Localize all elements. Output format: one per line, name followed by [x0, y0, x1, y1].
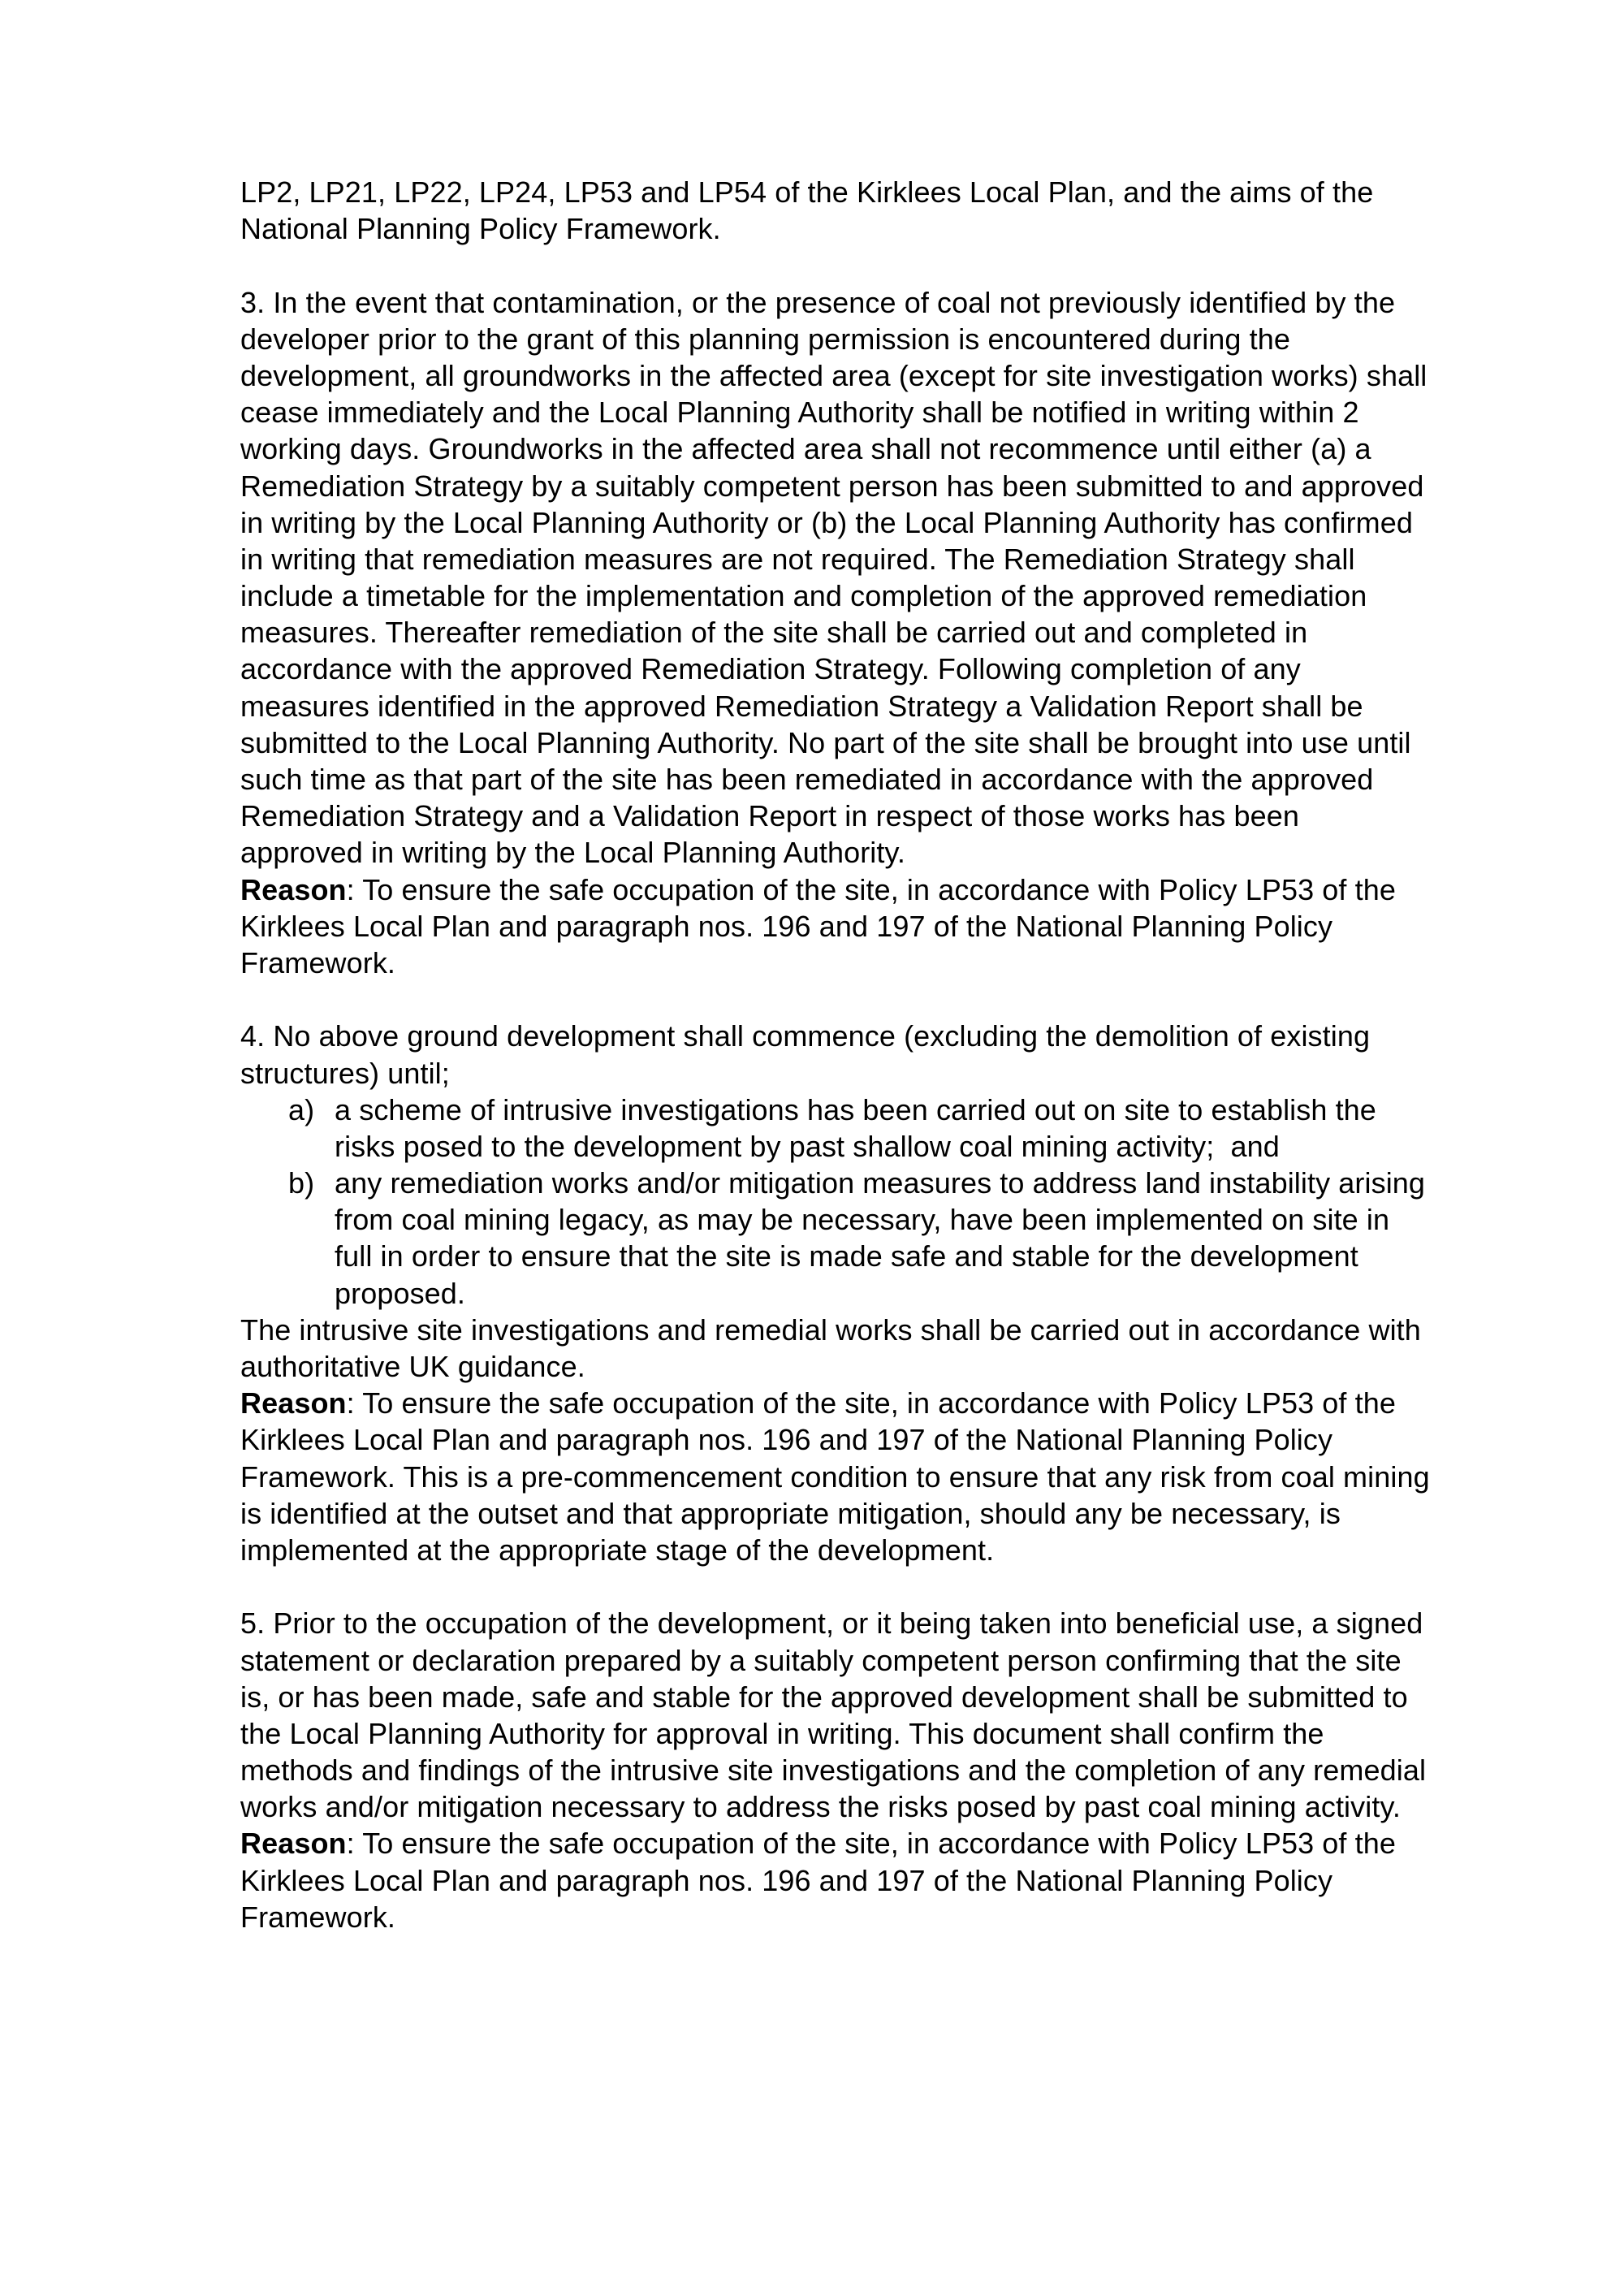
text-line: cease immediately and the Local Planning Authority shall be notified in writing within 2: [240, 396, 1359, 430]
text-line: any remediation works and/or mitigation measures to address land instability arising: [335, 1166, 1426, 1200]
text-line: working days. Groundworks in the affected area shall not recommence until either (a) a: [240, 432, 1371, 466]
text-line: is identified at the outset and that appropriate mitigation, should any be necessary, is: [240, 1496, 1341, 1530]
text-line: Framework. This is a pre-commencement condition to ensure that any risk from coal mining: [240, 1459, 1430, 1494]
paragraph-spacer: [240, 981, 1540, 1018]
text-line: is, or has been made, safe and stable for the approved development shall be submitted to: [240, 1680, 1408, 1714]
text-line: Kirklees Local Plan and paragraph nos. 196 and 197 of the National Planning Policy: [240, 1863, 1333, 1897]
reason-line: [240, 1825, 1540, 1861]
reason-line: [240, 871, 1540, 908]
text-line: submitted to the Local Planning Authority. No part of the site shall be brought into use until: [240, 725, 1411, 759]
text-line: the Local Planning Authority for approval in writing. This document shall confirm the: [240, 1716, 1324, 1750]
reason-label: Reason: [240, 872, 347, 906]
text-line: National Planning Policy Framework.: [240, 212, 721, 246]
text-line: implemented at the appropriate stage of the development.: [240, 1533, 995, 1567]
text-line: structures) until;: [240, 1056, 450, 1090]
text-line: development, all groundworks in the affected area (except for site investigation works) shall: [240, 358, 1427, 392]
text-line: in writing by the Local Planning Authority or (b) the Local Planning Authority has confirmed: [240, 505, 1414, 539]
text-line: measures identified in the approved Remediation Strategy a Validation Report shall be: [240, 689, 1363, 723]
text-line: Kirklees Local Plan and paragraph nos. 196 and 197 of the National Planning Policy: [240, 909, 1333, 943]
text-line: 5. Prior to the occupation of the development, or it being taken into beneficial use, a signed: [240, 1606, 1423, 1641]
reason-text: : To ensure the safe occupation of the site, in accordance with Policy LP53 of the: [346, 872, 1396, 906]
text-line: such time as that part of the site has been remediated in accordance with the approved: [240, 763, 1374, 796]
text-line: a scheme of intrusive investigations has been carried out on site to establish the: [335, 1092, 1376, 1126]
list-marker: b): [288, 1166, 315, 1200]
text-line: risks posed to the development by past shallow coal mining activity; and: [335, 1129, 1280, 1163]
list-marker: a): [288, 1092, 315, 1126]
text-line: Remediation Strategy by a suitably competent person has been submitted to and approved: [240, 469, 1424, 503]
list-item-b: [240, 1165, 1540, 1312]
paragraph-spacer: [240, 1568, 1540, 1605]
text-line: Framework.: [240, 1900, 396, 1934]
list-item-a: [240, 1092, 1540, 1165]
reason-text: : To ensure the safe occupation of the site, in accordance with Policy LP53 of the: [346, 1827, 1396, 1861]
text-line: from coal mining legacy, as may be necessary, have been implemented on site in: [335, 1203, 1390, 1237]
reason-line: [240, 1385, 1540, 1421]
text-line: statement or declaration prepared by a suitably competent person confirming that the site: [240, 1643, 1402, 1677]
text-line: accordance with the approved Remediation Strategy. Following completion of any: [240, 652, 1301, 686]
text-line: developer prior to the grant of this planning permission is encountered during the: [240, 322, 1290, 356]
text-line: Remediation Strategy and a Validation Report in respect of those works has been: [240, 799, 1299, 833]
text-line: 4. No above ground development shall commence (excluding the demolition of existing: [240, 1019, 1371, 1053]
text-line: measures. Thereafter remediation of the site shall be carried out and completed in: [240, 616, 1308, 650]
condition-3: [240, 284, 1540, 982]
condition-5: [240, 1605, 1540, 1935]
document-body: [240, 174, 1540, 1935]
text-line: methods and findings of the intrusive site investigations and the completion of any remedial: [240, 1753, 1427, 1788]
text-line: Framework.: [240, 945, 396, 979]
text-line: The intrusive site investigations and remedial works shall be carried out in accordance with: [240, 1312, 1421, 1347]
text-line: 3. In the event that contamination, or the presence of coal not previously identified by the: [240, 285, 1396, 319]
text-line: in writing that remediation measures are not required. The Remediation Strategy shall: [240, 542, 1355, 576]
text-line: LP2, LP21, LP22, LP24, LP53 and LP54 of the Kirklees Local Plan, and the aims of the: [240, 175, 1374, 209]
reason-label: Reason: [240, 1386, 347, 1420]
text-line: include a timetable for the implementation and completion of the approved remediation: [240, 579, 1367, 613]
paragraph-spacer: [240, 247, 1540, 283]
text-line: Kirklees Local Plan and paragraph nos. 196 and 197 of the National Planning Policy: [240, 1423, 1333, 1457]
text-line: approved in writing by the Local Planning Authority.: [240, 836, 906, 870]
text-line: authoritative UK guidance.: [240, 1350, 585, 1383]
reason-text: : To ensure the safe occupation of the site, in accordance with Policy LP53 of the: [346, 1386, 1396, 1420]
reason-label: Reason: [240, 1827, 347, 1861]
text-line: works and/or mitigation necessary to address the risks posed by past coal mining activity.: [240, 1790, 1401, 1824]
text-line: proposed.: [335, 1276, 466, 1310]
condition-4: [240, 1018, 1540, 1568]
intro-continuation: [240, 174, 1540, 247]
text-line: full in order to ensure that the site is made safe and stable for the development: [335, 1239, 1358, 1273]
